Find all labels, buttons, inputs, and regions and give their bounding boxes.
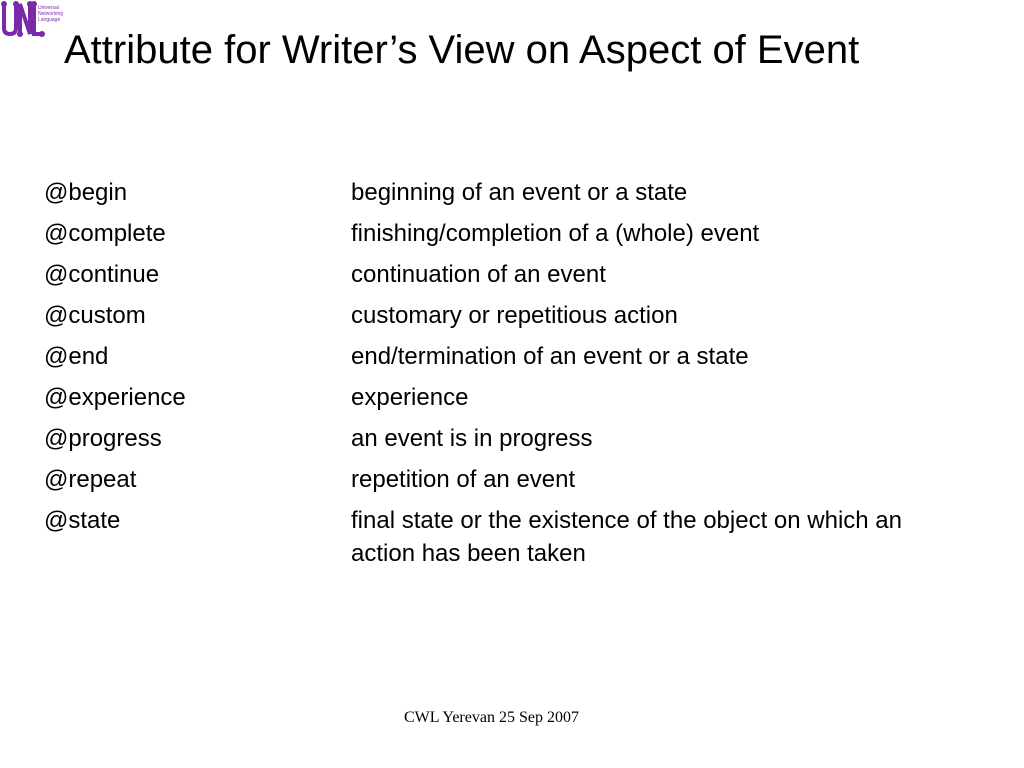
attribute-name: @state xyxy=(44,507,121,534)
slide-title: Attribute for Writer’s View on Aspect of Event xyxy=(64,28,860,72)
attribute-table xyxy=(44,176,944,578)
attribute-name: @continue xyxy=(44,261,160,288)
attribute-row xyxy=(44,340,944,373)
attribute-row xyxy=(44,422,944,455)
attribute-name: @end xyxy=(44,343,109,370)
attribute-description: continuation of an event xyxy=(351,261,606,288)
attribute-name: @repeat xyxy=(44,466,137,493)
attribute-row xyxy=(44,381,944,414)
attribute-description: customary or repetitious action xyxy=(351,302,678,329)
unl-logo xyxy=(0,0,64,40)
attribute-row xyxy=(44,217,944,250)
attribute-row xyxy=(44,299,944,332)
attribute-name: @progress xyxy=(44,425,162,452)
attribute-description: repetition of an event xyxy=(351,466,576,493)
attribute-row xyxy=(44,258,944,291)
attribute-name: @begin xyxy=(44,179,128,206)
attribute-description: finishing/completion of a (whole) event xyxy=(351,220,760,247)
attribute-name: @custom xyxy=(44,302,146,329)
slide-footer: CWL Yerevan 25 Sep 2007 xyxy=(404,709,579,726)
logo-caption-line-1: Universal xyxy=(38,5,59,11)
attribute-row xyxy=(44,176,944,209)
attribute-description: experience xyxy=(351,384,469,411)
attribute-description: end/termination of an event or a state xyxy=(351,343,749,370)
attribute-description: beginning of an event or a state xyxy=(351,179,688,206)
attribute-name: @experience xyxy=(44,384,186,411)
attribute-row xyxy=(44,504,944,570)
attribute-description: an event is in progress xyxy=(351,425,593,452)
attribute-name: @complete xyxy=(44,220,166,247)
attribute-row xyxy=(44,463,944,496)
logo-caption-line-2: Networking xyxy=(38,11,64,17)
attribute-description: final state or the existence of the object on which an action has been taken xyxy=(351,507,903,567)
unl-logo-graphic xyxy=(0,0,64,40)
logo-caption-line-3: Language xyxy=(38,17,61,23)
